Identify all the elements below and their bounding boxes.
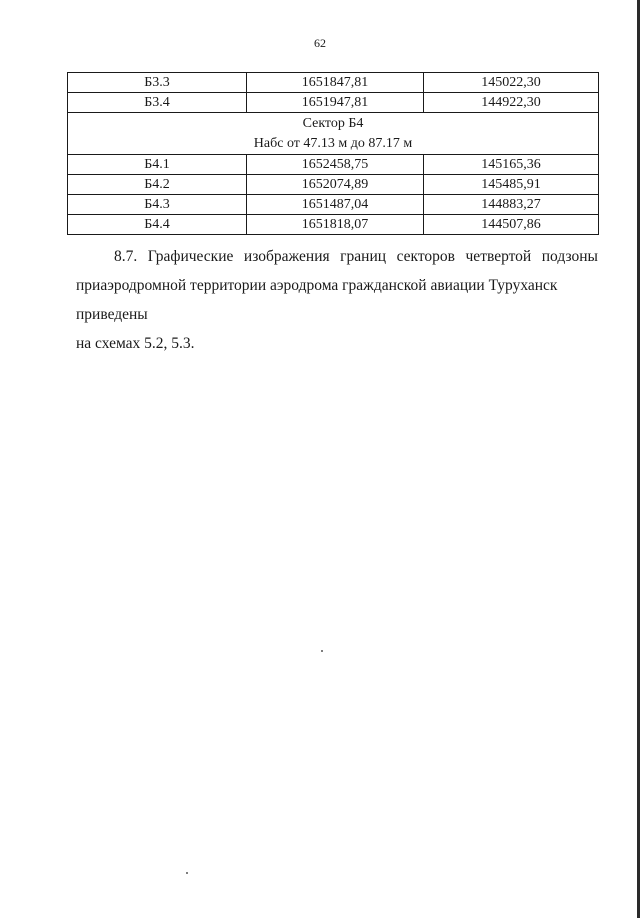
paragraph-word: подзоны	[541, 248, 598, 265]
point-name: Б4.3	[68, 195, 247, 215]
paragraph-word: границ	[340, 248, 387, 265]
coord-y: 144883,27	[424, 195, 599, 215]
scan-speck	[321, 650, 323, 652]
coord-y: 145165,36	[424, 155, 599, 175]
paragraph-word: Графические	[147, 248, 234, 265]
point-name: Б3.3	[68, 73, 247, 93]
sector-title: Сектор Б4	[302, 115, 364, 131]
table-row	[68, 215, 599, 235]
point-name: Б4.1	[68, 155, 247, 175]
point-name: Б3.4	[68, 93, 247, 113]
scan-speck	[186, 872, 188, 874]
paragraph-word: 8.7.	[114, 248, 138, 265]
point-name: Б4.4	[68, 215, 247, 235]
paragraph-line-3: на схемах 5.2, 5.3.	[76, 335, 195, 352]
paragraph-line-2: приаэродромной территории аэродрома гражданской авиации Туруханск приведены	[76, 277, 558, 323]
paragraph-word: секторов	[396, 248, 455, 265]
page-number: 62	[314, 36, 326, 50]
paragraph-word: четвертой	[465, 248, 532, 265]
coord-x: 1651818,07	[247, 215, 424, 235]
point-name: Б4.2	[68, 175, 247, 195]
sector-header-row	[68, 113, 599, 155]
coord-y: 145022,30	[424, 73, 599, 93]
paragraph-word: изображения	[243, 248, 330, 265]
coord-x: 1651847,81	[247, 73, 424, 93]
coord-x: 1652458,75	[247, 155, 424, 175]
table-row	[68, 175, 599, 195]
table-row	[68, 93, 599, 113]
table-row	[68, 195, 599, 215]
table-row	[68, 155, 599, 175]
paragraph-8-7	[76, 242, 598, 358]
coord-y: 145485,91	[424, 175, 599, 195]
table-row	[68, 73, 599, 93]
sector-header	[68, 113, 599, 155]
coord-y: 144507,86	[424, 215, 599, 235]
coord-x: 1651947,81	[247, 93, 424, 113]
sector-height-range: Набс от 47.13 м до 87.17 м	[253, 135, 413, 151]
coord-x: 1651487,04	[247, 195, 424, 215]
coord-y: 144922,30	[424, 93, 599, 113]
coord-x: 1652074,89	[247, 175, 424, 195]
coordinates-table	[67, 72, 599, 235]
paragraph-line-1	[76, 242, 598, 271]
